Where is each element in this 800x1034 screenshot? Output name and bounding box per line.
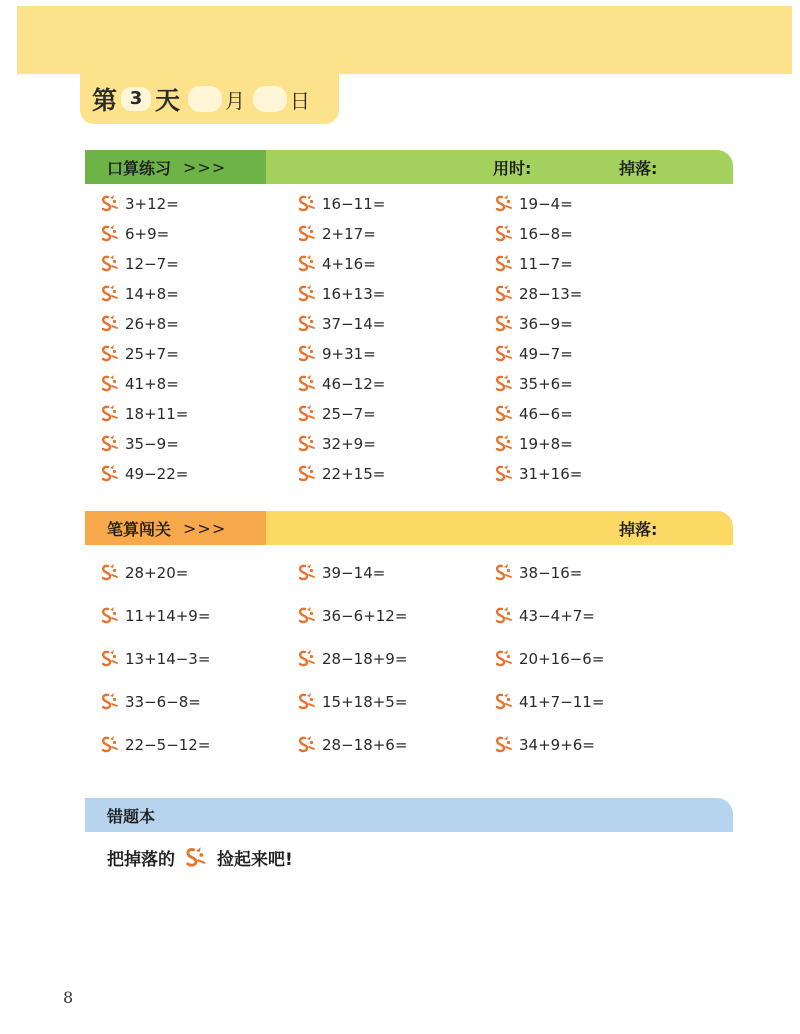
oral-problem xyxy=(99,254,179,274)
oral-problem-text: 11−7= xyxy=(519,255,573,273)
written-problem xyxy=(99,649,210,669)
oral-problem xyxy=(493,404,573,424)
oral-problem xyxy=(99,404,188,424)
month-blank xyxy=(188,86,222,112)
dragon-mark-icon xyxy=(99,284,121,304)
oral-problem xyxy=(99,224,169,244)
dragon-mark-icon xyxy=(99,649,121,669)
dragon-mark-icon xyxy=(493,464,515,484)
page-number: 8 xyxy=(63,988,74,1007)
dragon-mark-icon xyxy=(99,464,121,484)
dragon-mark-icon xyxy=(99,344,121,364)
dragon-mark-icon xyxy=(493,434,515,454)
oral-problem xyxy=(493,254,573,274)
oral-problem xyxy=(296,344,376,364)
oral-problem-text: 35−9= xyxy=(125,435,179,453)
oral-problem xyxy=(493,224,573,244)
oral-problem-text: 14+8= xyxy=(125,285,179,303)
oral-problem-text: 35+6= xyxy=(519,375,573,393)
oral-problem xyxy=(296,284,385,304)
oral-problem-text: 46−6= xyxy=(519,405,573,423)
dragon-mark-icon xyxy=(493,606,515,626)
oral-problem-text: 18+11= xyxy=(125,405,189,423)
written-problem xyxy=(99,606,210,626)
dragon-mark-icon xyxy=(99,692,121,712)
oral-problem xyxy=(296,254,376,274)
oral-problem xyxy=(493,374,573,394)
oral-problem xyxy=(493,344,573,364)
dragon-mark-icon xyxy=(99,735,121,755)
oral-problem xyxy=(296,374,385,394)
dragon-mark-icon xyxy=(493,344,515,364)
oral-problem xyxy=(99,194,179,214)
written-problem-text: 33−6−8= xyxy=(125,693,201,711)
oral-problem-text: 37−14= xyxy=(322,315,386,333)
dragon-mark-icon xyxy=(99,404,121,424)
oral-drop-label: 掉落: xyxy=(619,158,658,178)
written-problem xyxy=(296,735,407,755)
oral-problem-text: 32+9= xyxy=(322,435,376,453)
oral-problem-text: 4+16= xyxy=(322,255,376,273)
oral-problem xyxy=(99,314,179,334)
dragon-mark-icon xyxy=(493,194,515,214)
dragon-mark-icon xyxy=(99,254,121,274)
written-problem-text: 22−5−12= xyxy=(125,736,211,754)
oral-problem xyxy=(296,224,376,244)
day-header xyxy=(80,74,339,124)
oral-problem-text: 26+8= xyxy=(125,315,179,333)
dragon-mark-icon xyxy=(99,194,121,214)
written-calc-bar xyxy=(85,511,733,545)
written-problem-text: 28−18+6= xyxy=(322,736,408,754)
written-problem-text: 36−6+12= xyxy=(322,607,408,625)
oral-problem xyxy=(493,284,582,304)
oral-problem-text: 2+17= xyxy=(322,225,376,243)
day-suffix: 天 xyxy=(155,86,181,115)
oral-problem-text: 16−8= xyxy=(519,225,573,243)
dragon-mark-icon xyxy=(296,735,318,755)
oral-problem xyxy=(493,314,573,334)
oral-problem-text: 41+8= xyxy=(125,375,179,393)
oral-problem-text: 49−22= xyxy=(125,465,189,483)
oral-problem xyxy=(493,464,582,484)
dragon-mark-icon xyxy=(493,314,515,334)
oral-problem xyxy=(296,404,376,424)
dragon-mark-icon xyxy=(296,404,318,424)
date-label: 日 xyxy=(290,88,311,113)
dragon-mark-icon xyxy=(493,224,515,244)
oral-problem-text: 19−4= xyxy=(519,195,573,213)
dragon-mark-icon xyxy=(99,224,121,244)
dragon-mark-icon xyxy=(99,563,121,583)
mistake-title: 错题本 xyxy=(107,806,156,826)
pickup-text-after: 捡起来吧! xyxy=(217,850,293,870)
dragon-mark-icon xyxy=(296,649,318,669)
written-problem xyxy=(493,692,604,712)
written-problem xyxy=(296,606,407,626)
written-problem-text: 38−16= xyxy=(519,564,583,582)
oral-problem-text: 9+31= xyxy=(322,345,376,363)
oral-problem-text: 28−13= xyxy=(519,285,583,303)
dragon-mark-icon xyxy=(296,314,318,334)
oral-problem-text: 25+7= xyxy=(125,345,179,363)
written-problem-text: 15+18+5= xyxy=(322,693,408,711)
oral-problem xyxy=(99,374,179,394)
dragon-mark-icon xyxy=(493,735,515,755)
dragon-mark-icon xyxy=(183,846,209,870)
dragon-mark-icon xyxy=(296,224,318,244)
oral-problem xyxy=(99,284,179,304)
oral-problem xyxy=(296,464,385,484)
day-number: 3 xyxy=(121,87,151,111)
written-problem-text: 39−14= xyxy=(322,564,386,582)
oral-problem-text: 22+15= xyxy=(322,465,386,483)
written-problem xyxy=(493,606,595,626)
oral-problem-text: 3+12= xyxy=(125,195,179,213)
written-problem-text: 11+14+9= xyxy=(125,607,211,625)
written-problem-text: 34+9+6= xyxy=(519,736,595,754)
oral-practice-bar xyxy=(85,150,733,184)
written-problem-text: 43−4+7= xyxy=(519,607,595,625)
oral-problem xyxy=(493,194,573,214)
dragon-mark-icon xyxy=(493,374,515,394)
oral-problem xyxy=(296,194,385,214)
dragon-mark-icon xyxy=(296,284,318,304)
oral-title: 口算练习 xyxy=(107,158,172,178)
time-label: 用时: xyxy=(493,158,532,178)
oral-arrows: >>> xyxy=(183,157,227,177)
dragon-mark-icon xyxy=(493,254,515,274)
dragon-mark-icon xyxy=(99,374,121,394)
dragon-mark-icon xyxy=(493,563,515,583)
mistake-book-bar xyxy=(85,798,733,832)
dragon-mark-icon xyxy=(296,434,318,454)
dragon-mark-icon xyxy=(493,404,515,424)
dragon-mark-icon xyxy=(99,606,121,626)
pickup-instruction xyxy=(107,845,293,870)
oral-problem xyxy=(296,314,385,334)
written-problem xyxy=(493,563,582,583)
oral-problem-text: 19+8= xyxy=(519,435,573,453)
dragon-mark-icon xyxy=(296,194,318,214)
date-blank xyxy=(253,86,287,112)
dragon-mark-icon xyxy=(493,692,515,712)
written-problem xyxy=(296,563,385,583)
written-problem-text: 28−18+9= xyxy=(322,650,408,668)
dragon-mark-icon xyxy=(296,563,318,583)
oral-problem-text: 36−9= xyxy=(519,315,573,333)
written-title: 笔算闯关 xyxy=(107,519,172,539)
oral-problem-text: 49−7= xyxy=(519,345,573,363)
dragon-mark-icon xyxy=(296,374,318,394)
dragon-mark-icon xyxy=(296,606,318,626)
pickup-text-before: 把掉落的 xyxy=(107,850,175,870)
oral-problem-text: 25−7= xyxy=(322,405,376,423)
written-drop-label: 掉落: xyxy=(619,519,658,539)
oral-problem-text: 31+16= xyxy=(519,465,583,483)
oral-problem-text: 6+9= xyxy=(125,225,170,243)
written-problem-text: 28+20= xyxy=(125,564,189,582)
oral-problem xyxy=(99,434,179,454)
dragon-mark-icon xyxy=(296,464,318,484)
written-problem-text: 41+7−11= xyxy=(519,693,605,711)
month-label: 月 xyxy=(225,88,246,113)
dragon-mark-icon xyxy=(493,649,515,669)
oral-problem xyxy=(493,434,573,454)
written-problem-text: 13+14−3= xyxy=(125,650,211,668)
written-problem-text: 20+16−6= xyxy=(519,650,605,668)
dragon-mark-icon xyxy=(99,314,121,334)
dragon-mark-icon xyxy=(296,692,318,712)
top-band xyxy=(17,6,792,74)
written-problem xyxy=(99,735,210,755)
oral-problem-text: 12−7= xyxy=(125,255,179,273)
written-problem xyxy=(493,649,604,669)
written-problem xyxy=(99,692,201,712)
dragon-mark-icon xyxy=(296,254,318,274)
written-arrows: >>> xyxy=(183,518,227,538)
written-problem xyxy=(296,649,407,669)
written-problem xyxy=(296,692,407,712)
oral-problem xyxy=(99,464,188,484)
oral-problem xyxy=(99,344,179,364)
oral-problem-text: 16−11= xyxy=(322,195,386,213)
written-problem xyxy=(493,735,595,755)
oral-problem xyxy=(296,434,376,454)
dragon-mark-icon xyxy=(493,284,515,304)
written-problem xyxy=(99,563,188,583)
dragon-mark-icon xyxy=(99,434,121,454)
day-prefix: 第 xyxy=(92,86,118,115)
oral-problem-text: 46−12= xyxy=(322,375,386,393)
oral-problem-text: 16+13= xyxy=(322,285,386,303)
dragon-mark-icon xyxy=(296,344,318,364)
